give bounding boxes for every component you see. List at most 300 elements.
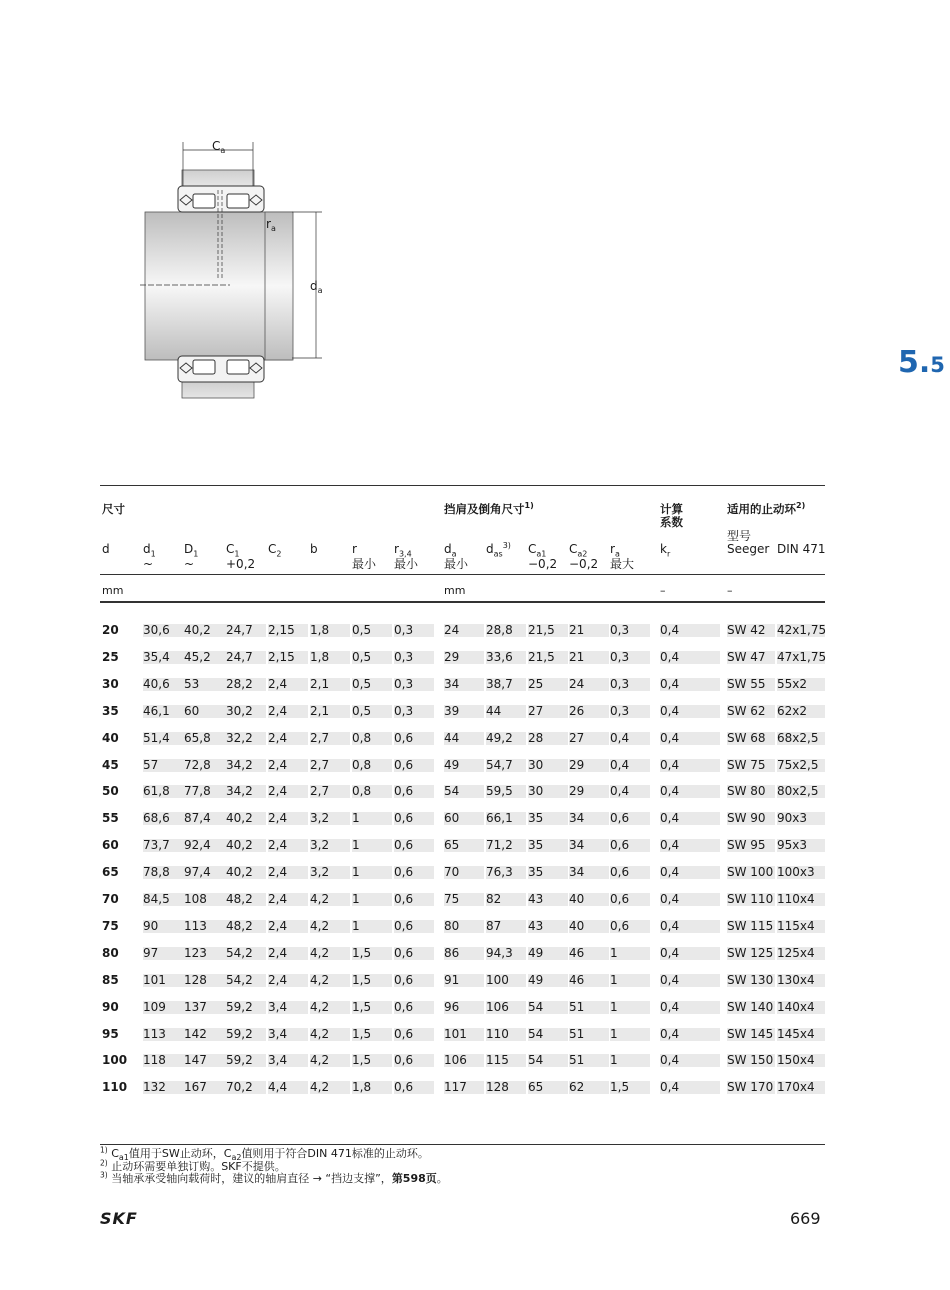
- table-cell: 54: [528, 999, 544, 1014]
- footnote-3-text: 当轴承承受轴向载荷时，建议的轴肩直径 → “挡边支撑”，: [107, 1172, 392, 1185]
- column-subheader-10: −0,2: [528, 557, 558, 571]
- table-cell: 44: [486, 703, 502, 718]
- table-cell: 53: [184, 676, 200, 691]
- table-cell: 0,4: [660, 838, 680, 853]
- table-cell: 0,3: [610, 649, 630, 664]
- table-cell: 0,6: [394, 1080, 414, 1095]
- table-row: [100, 832, 825, 859]
- section-major: 5.: [898, 345, 931, 380]
- bore-diameter-cell: 95: [102, 1026, 119, 1041]
- da-label: d: [310, 279, 318, 293]
- table-cell: 25: [528, 676, 544, 691]
- svg-text:da: [310, 279, 323, 295]
- table-cell: 71,2: [486, 838, 513, 853]
- table-cell: 0,4: [660, 703, 680, 718]
- table-cell: 1,8: [310, 623, 330, 637]
- table-cell: 30,6: [143, 623, 170, 637]
- bore-diameter-cell: 110: [102, 1080, 128, 1095]
- table-cell: 128: [486, 1080, 509, 1095]
- table-cell: 97: [143, 945, 159, 960]
- table-cell: 0,4: [660, 865, 680, 880]
- table-cell: 1: [352, 892, 360, 906]
- footnote-2-mark: 2): [100, 1157, 108, 1167]
- table-cell: 2,4: [268, 892, 288, 906]
- bearing-section-drawing: [130, 130, 340, 410]
- table-cell: 0,3: [394, 649, 414, 664]
- bore-diameter-cell: 20: [102, 623, 119, 637]
- ra-label-sub: a: [270, 224, 276, 233]
- table-cell: 0,4: [660, 784, 680, 799]
- table-cell: 4,2: [310, 892, 330, 906]
- column-header-main: r: [394, 542, 399, 556]
- unit-dash-1: –: [660, 584, 666, 597]
- table-cell: 2,4: [268, 918, 288, 933]
- table-cell: 1: [352, 811, 360, 826]
- column-header-main: b: [310, 542, 318, 556]
- table-cell: SW 170: [727, 1080, 774, 1095]
- table-cell: 21,5: [528, 649, 555, 664]
- table-cell: 44: [444, 730, 460, 745]
- table-cell: 2,7: [310, 730, 330, 745]
- footnote-rule: [100, 1144, 825, 1145]
- table-cell: 123: [184, 945, 207, 960]
- table-header-rule: [100, 574, 825, 575]
- column-header-8: [444, 542, 457, 559]
- table-cell: 54: [528, 1053, 544, 1068]
- table-cell: 4,2: [310, 918, 330, 933]
- table-cell: 0,6: [610, 811, 630, 826]
- table-cell: 40: [569, 892, 585, 906]
- table-cell: 38,7: [486, 676, 513, 691]
- bore-diameter-cell: 45: [102, 757, 119, 772]
- column-subheader-1: ~: [143, 557, 154, 571]
- table-cell: 48,2: [226, 918, 253, 933]
- group-snap-label: 适用的止动环: [727, 502, 796, 516]
- table-cell: 2,4: [268, 730, 288, 745]
- table-cell: 60: [184, 703, 200, 718]
- table-cell: 100: [486, 972, 509, 987]
- table-cell: 33,6: [486, 649, 513, 664]
- table-cell: 0,6: [394, 784, 414, 799]
- table-row: [100, 805, 825, 832]
- table-cell: 2,1: [310, 703, 330, 718]
- table-cell: 70: [444, 865, 460, 880]
- group-calc: 计算: [660, 502, 683, 516]
- table-cell: SW 55: [727, 676, 766, 691]
- column-header-9: [486, 541, 511, 559]
- table-cell: 59,5: [486, 784, 513, 799]
- table-cell: 101: [143, 972, 166, 987]
- group-snap-sup: 2): [796, 501, 806, 511]
- table-cell: 66,1: [486, 811, 513, 826]
- table-cell: 3,2: [310, 865, 330, 880]
- table-cell: 59,2: [226, 1026, 253, 1041]
- group-abutment-sup: 1): [524, 501, 534, 511]
- table-cell: 0,4: [660, 730, 680, 745]
- table-cell: 115x4: [777, 918, 815, 933]
- table-cell: 47x1,75: [777, 649, 827, 664]
- column-subheader-2: ~: [184, 557, 195, 571]
- table-cell: 1: [610, 945, 618, 960]
- table-cell: SW 42: [727, 623, 766, 637]
- table-cell: SW 150: [727, 1053, 774, 1068]
- table-cell: 78,8: [143, 865, 170, 880]
- column-header-sub: r: [666, 549, 671, 559]
- table-cell: 2,7: [310, 784, 330, 799]
- table-cell: 167: [184, 1080, 207, 1095]
- table-cell: 0,6: [394, 838, 414, 853]
- table-cell: 72,8: [184, 757, 211, 772]
- column-header-main: r: [610, 542, 615, 556]
- table-cell: 142: [184, 1026, 207, 1041]
- table-cell: 40,2: [226, 865, 253, 880]
- table-cell: 0,8: [352, 784, 372, 799]
- table-cell: 54: [528, 1026, 544, 1041]
- table-cell: 110: [486, 1026, 509, 1041]
- table-cell: 113: [184, 918, 207, 933]
- table-cell: 2,4: [268, 838, 288, 853]
- column-header-12: [610, 542, 620, 559]
- table-cell: 84,5: [143, 892, 170, 906]
- footnote-3-mark: 3): [100, 1170, 108, 1180]
- column-header-sub: a1: [536, 549, 547, 559]
- table-unit-rule: [100, 601, 825, 603]
- table-cell: 30: [528, 757, 544, 772]
- table-cell: 0,8: [352, 757, 372, 772]
- table-row: [100, 859, 825, 886]
- column-header-3: [226, 542, 240, 559]
- table-cell: 43: [528, 918, 544, 933]
- table-cell: 32,2: [226, 730, 253, 745]
- table-cell: 24,7: [226, 649, 253, 664]
- table-cell: 0,3: [610, 676, 630, 691]
- table-cell: 80: [444, 918, 460, 933]
- table-cell: 109: [143, 999, 166, 1014]
- table-cell: 40,6: [143, 676, 170, 691]
- table-cell: 61,8: [143, 784, 170, 799]
- footnote-1-a: C: [107, 1147, 119, 1160]
- table-cell: 145x4: [777, 1026, 815, 1041]
- table-cell: 1,8: [310, 649, 330, 664]
- table-cell: SW 100: [727, 865, 774, 880]
- table-cell: 90: [143, 918, 159, 933]
- table-cell: 0,3: [610, 703, 630, 718]
- table-cell: 1: [610, 1026, 618, 1041]
- table-cell: 49: [528, 945, 544, 960]
- table-row: [100, 1047, 825, 1074]
- table-cell: SW 47: [727, 649, 766, 664]
- table-cell: 0,4: [660, 1026, 680, 1041]
- table-cell: 28,2: [226, 676, 253, 691]
- bore-diameter-cell: 70: [102, 892, 119, 906]
- table-cell: 140x4: [777, 999, 815, 1014]
- table-cell: 2,4: [268, 865, 288, 880]
- table-cell: 21,5: [528, 623, 555, 637]
- footnote-2-text: 止动环需要单独订购。SKF不提供。: [107, 1159, 286, 1173]
- table-cell: 0,5: [352, 676, 372, 691]
- table-cell: 1,5: [352, 1053, 372, 1068]
- table-cell: 55x2: [777, 676, 808, 691]
- footnote-1-sub-b: a2: [231, 1153, 242, 1163]
- table-cell: SW 80: [727, 784, 766, 799]
- column-subheader-12: 最大: [610, 557, 635, 571]
- table-cell: 80x2,5: [777, 784, 819, 799]
- table-row: [100, 1021, 825, 1048]
- svg-text:Ca: [212, 139, 225, 155]
- bore-diameter-cell: 80: [102, 945, 119, 960]
- table-cell: 4,2: [310, 945, 330, 960]
- table-cell: 86: [444, 945, 460, 960]
- ca-label: C: [212, 139, 221, 153]
- column-header-sub: a: [451, 549, 457, 559]
- table-cell: 0,6: [394, 811, 414, 826]
- table-cell: 30: [528, 784, 544, 799]
- bore-diameter-cell: 55: [102, 811, 119, 826]
- table-cell: 1,5: [352, 1026, 372, 1041]
- table-cell: 137: [184, 999, 207, 1014]
- table-cell: 54,7: [486, 757, 513, 772]
- table-cell: SW 145: [727, 1026, 774, 1041]
- table-cell: 34: [444, 676, 460, 691]
- table-cell: 57: [143, 757, 159, 772]
- table-cell: 1: [610, 1053, 618, 1068]
- footnote-1-sub-a: a1: [118, 1153, 129, 1163]
- column-header-6: [352, 543, 357, 556]
- table-cell: 0,4: [610, 757, 630, 772]
- table-cell: 62: [569, 1080, 585, 1095]
- table-row: [100, 967, 825, 994]
- table-cell: 27: [569, 730, 585, 745]
- table-cell: 35: [528, 811, 544, 826]
- column-header-main: D: [184, 542, 194, 556]
- table-cell: 2,4: [268, 972, 288, 987]
- column-subheader-8: 最小: [444, 557, 469, 571]
- table-cell: 94,3: [486, 945, 513, 960]
- skf-logo: SKF: [100, 1209, 138, 1228]
- table-row: [100, 644, 825, 671]
- table-cell: 106: [444, 1053, 467, 1068]
- table-cell: 91: [444, 972, 460, 987]
- table-cell: 54,2: [226, 972, 253, 987]
- table-cell: 97,4: [184, 865, 211, 880]
- table-cell: 60: [444, 811, 460, 826]
- column-subheader-11: −0,2: [569, 557, 599, 571]
- table-cell: 1,5: [352, 945, 372, 960]
- table-cell: 0,4: [610, 784, 630, 799]
- column-subheader-3: +0,2: [226, 557, 256, 571]
- table-cell: 39: [444, 703, 460, 718]
- column-header-main: C: [569, 542, 578, 556]
- table-cell: SW 68: [727, 730, 766, 745]
- table-cell: 1,5: [352, 999, 372, 1014]
- table-cell: 87,4: [184, 811, 211, 826]
- table-row: [100, 698, 825, 725]
- group-calc-2: 系数: [660, 515, 683, 529]
- table-cell: 115: [486, 1053, 509, 1068]
- table-cell: 1: [352, 838, 360, 853]
- column-header-15: [777, 543, 825, 556]
- table-cell: 0,6: [394, 865, 414, 880]
- table-cell: 0,4: [660, 757, 680, 772]
- table-cell: 59,2: [226, 999, 253, 1014]
- table-cell: 54,2: [226, 945, 253, 960]
- table-cell: 51,4: [143, 730, 170, 745]
- table-cell: 0,4: [660, 945, 680, 960]
- table-row: [100, 725, 825, 752]
- column-header-7: [394, 542, 412, 559]
- table-cell: 43: [528, 892, 544, 906]
- table-cell: 4,2: [310, 1026, 330, 1041]
- table-cell: 108: [184, 892, 207, 906]
- bore-diameter-cell: 60: [102, 838, 119, 853]
- table-cell: 40: [569, 918, 585, 933]
- table-row: [100, 886, 825, 913]
- bore-diameter-cell: 30: [102, 676, 119, 691]
- table-cell: 35: [528, 838, 544, 853]
- column-header-sub: 1: [193, 549, 199, 559]
- table-cell: 1: [610, 972, 618, 987]
- table-cell: 101: [444, 1026, 467, 1041]
- table-cell: 54: [444, 784, 460, 799]
- column-subheader-7: 最小: [394, 557, 419, 571]
- bore-diameter-cell: 90: [102, 999, 119, 1014]
- table-cell: 51: [569, 999, 585, 1014]
- column-header-4: [268, 542, 282, 559]
- bore-diameter-cell: 40: [102, 730, 119, 745]
- table-cell: 75x2,5: [777, 757, 819, 772]
- table-cell: 2,4: [268, 945, 288, 960]
- table-cell: 0,5: [352, 649, 372, 664]
- table-cell: 42x1,75: [777, 623, 827, 637]
- table-cell: 0,8: [352, 730, 372, 745]
- column-subheader-6: 最小: [352, 557, 377, 571]
- table-cell: 110x4: [777, 892, 815, 906]
- footnote-1-b: 值用于SW止动环，C: [128, 1147, 232, 1160]
- table-cell: 150x4: [777, 1053, 815, 1068]
- table-cell: 0,6: [610, 838, 630, 853]
- table-cell: 4,2: [310, 1053, 330, 1068]
- bore-diameter-cell: 50: [102, 784, 119, 799]
- column-header-5: [310, 543, 318, 556]
- column-header-main: r: [352, 542, 357, 556]
- table-cell: 0,3: [394, 703, 414, 718]
- table-cell: 24: [569, 676, 585, 691]
- table-cell: 51: [569, 1053, 585, 1068]
- table-cell: 35: [528, 865, 544, 880]
- table-cell: SW 62: [727, 703, 766, 718]
- table-cell: 130x4: [777, 972, 815, 987]
- table-cell: 34: [569, 838, 585, 853]
- table-cell: 34,2: [226, 784, 253, 799]
- table-cell: 117: [444, 1080, 467, 1095]
- table-cell: 0,5: [352, 623, 372, 637]
- table-cell: 0,6: [394, 999, 414, 1014]
- table-cell: 170x4: [777, 1080, 815, 1095]
- table-cell: 0,3: [394, 676, 414, 691]
- column-header-sup: 3): [502, 541, 511, 550]
- table-cell: 29: [569, 784, 585, 799]
- bore-diameter-cell: 85: [102, 972, 119, 987]
- table-cell: SW 90: [727, 811, 766, 826]
- table-row: [100, 752, 825, 779]
- footnote-1-mark: 1): [100, 1145, 108, 1155]
- table-cell: 40,2: [226, 838, 253, 853]
- table-cell: 45,2: [184, 649, 211, 664]
- page-number: 669: [790, 1209, 821, 1228]
- table-cell: 4,4: [268, 1080, 288, 1095]
- table-cell: 62x2: [777, 703, 808, 718]
- column-header-sub: a: [614, 549, 620, 559]
- table-cell: 34,2: [226, 757, 253, 772]
- table-cell: SW 130: [727, 972, 774, 987]
- table-cell: 3,4: [268, 999, 288, 1014]
- column-header-sub: 1: [234, 549, 240, 559]
- column-header-main: d: [143, 542, 151, 556]
- table-cell: 75: [444, 892, 460, 906]
- footnote-1-c: 值则用于符合DIN 471标准的止动环。: [241, 1147, 429, 1160]
- unit-mm-1: mm: [102, 584, 124, 597]
- group-abutment-label: 挡肩及倒角尺寸: [444, 502, 525, 516]
- table-cell: 40,2: [184, 623, 211, 637]
- table-cell: 0,4: [660, 676, 680, 691]
- table-cell: 100x3: [777, 865, 815, 880]
- bore-diameter-cell: 75: [102, 918, 119, 933]
- table-cell: 0,6: [394, 757, 414, 772]
- bore-diameter-cell: 100: [102, 1053, 128, 1068]
- group-snap-ring: [727, 503, 805, 516]
- table-cell: 106: [486, 999, 509, 1014]
- table-cell: 2,7: [310, 757, 330, 772]
- footnotes: [100, 1145, 448, 1186]
- table-cell: 2,15: [268, 649, 295, 664]
- table-cell: 51: [569, 1026, 585, 1041]
- table-cell: 0,5: [352, 703, 372, 718]
- table-cell: 0,3: [394, 623, 414, 637]
- table-cell: 24: [444, 623, 460, 637]
- table-cell: 49: [444, 757, 460, 772]
- column-header-main: d: [102, 542, 110, 556]
- table-cell: 3,2: [310, 838, 330, 853]
- column-header-main: C: [226, 542, 235, 556]
- table-cell: 34: [569, 811, 585, 826]
- unit-dash-2: –: [727, 584, 733, 597]
- table-cell: 0,4: [660, 1080, 680, 1095]
- table-cell: 3,4: [268, 1053, 288, 1068]
- column-header-sub: as: [493, 549, 503, 559]
- table-cell: 2,4: [268, 703, 288, 718]
- table-cell: 30,2: [226, 703, 253, 718]
- table-cell: 68x2,5: [777, 730, 819, 745]
- table-cell: 73,7: [143, 838, 170, 853]
- section-mark: [898, 345, 945, 380]
- table-cell: 21: [569, 649, 585, 664]
- table-cell: 0,4: [660, 811, 680, 826]
- table-cell: 26: [569, 703, 585, 718]
- table-cell: 3,2: [310, 811, 330, 826]
- table-cell: 27: [528, 703, 544, 718]
- table-cell: 0,6: [394, 972, 414, 987]
- table-cell: 46: [569, 972, 585, 987]
- table-cell: 40,2: [226, 811, 253, 826]
- column-header-13: [660, 542, 671, 559]
- table-row: [100, 1074, 825, 1101]
- table-cell: 77,8: [184, 784, 211, 799]
- table-cell: 0,4: [660, 649, 680, 664]
- bore-diameter-cell: 35: [102, 703, 119, 718]
- column-header-sub: a2: [577, 549, 588, 559]
- table-cell: 65: [444, 838, 460, 853]
- table-cell: SW 95: [727, 838, 766, 853]
